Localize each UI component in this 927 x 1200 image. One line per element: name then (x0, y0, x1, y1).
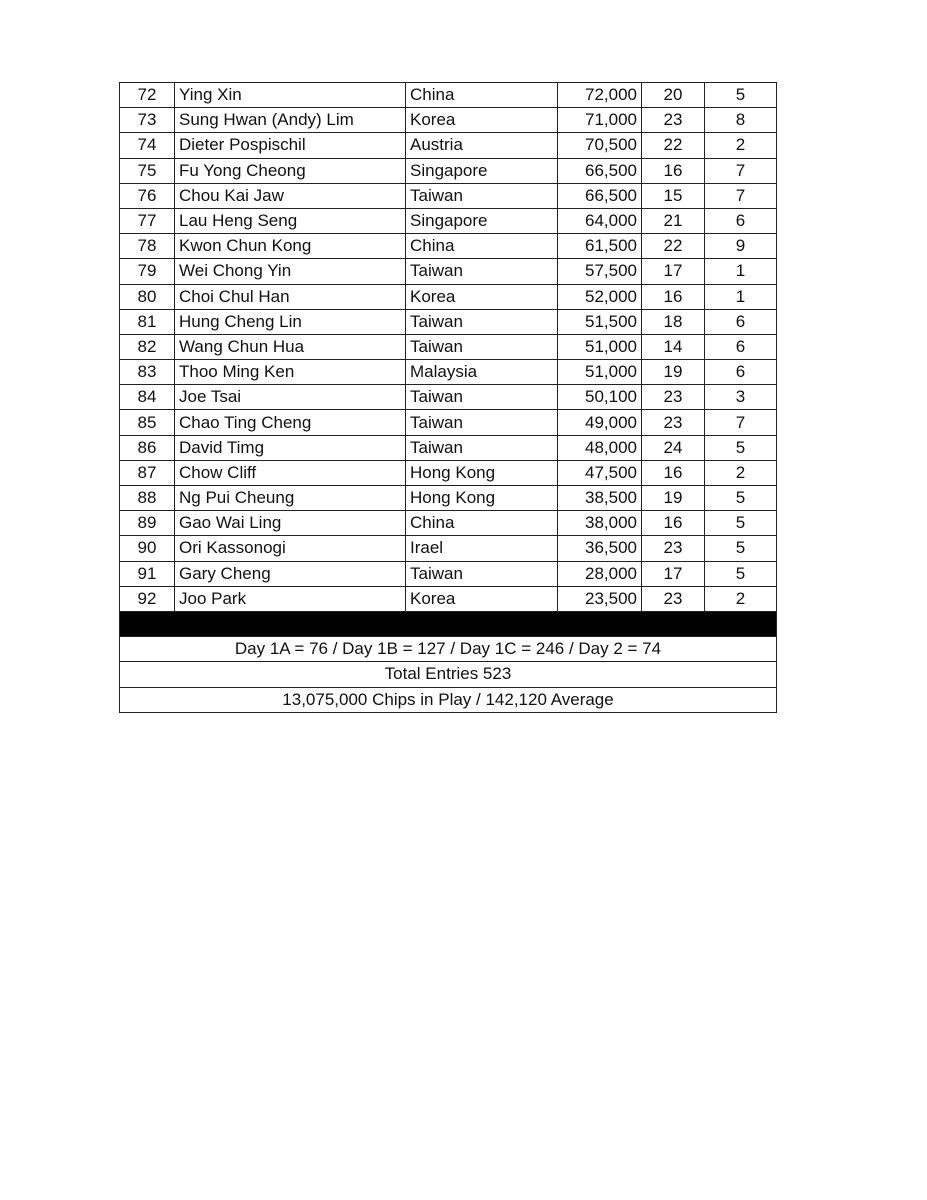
seat-number-cell: 2 (705, 133, 777, 158)
chip-count-cell: 36,500 (558, 536, 642, 561)
rank-cell: 73 (120, 108, 175, 133)
table-number-cell: 14 (642, 334, 705, 359)
rank-cell: 74 (120, 133, 175, 158)
chip-count-cell: 64,000 (558, 208, 642, 233)
chip-count-cell: 50,100 (558, 385, 642, 410)
seat-number-cell: 5 (705, 561, 777, 586)
chip-count-cell: 61,500 (558, 234, 642, 259)
seat-number-cell: 2 (705, 460, 777, 485)
country-cell: China (406, 83, 558, 108)
chip-count-cell: 72,000 (558, 83, 642, 108)
rank-cell: 81 (120, 309, 175, 334)
player-name-cell: Sung Hwan (Andy) Lim (175, 108, 406, 133)
player-name-cell: Ying Xin (175, 83, 406, 108)
table-number-cell: 16 (642, 158, 705, 183)
rank-cell: 86 (120, 435, 175, 460)
player-name-cell: Chou Kai Jaw (175, 183, 406, 208)
chip-count-cell: 47,500 (558, 460, 642, 485)
player-name-cell: Lau Heng Seng (175, 208, 406, 233)
country-cell: Austria (406, 133, 558, 158)
chip-count-cell: 66,500 (558, 183, 642, 208)
player-name-cell: Fu Yong Cheong (175, 158, 406, 183)
player-name-cell: Wei Chong Yin (175, 259, 406, 284)
player-name-cell: Wang Chun Hua (175, 334, 406, 359)
seat-number-cell: 1 (705, 284, 777, 309)
rank-cell: 90 (120, 536, 175, 561)
table-row (120, 183, 777, 208)
table-number-cell: 17 (642, 561, 705, 586)
chip-count-cell: 51,000 (558, 334, 642, 359)
chip-count-table (119, 82, 777, 713)
table-number-cell: 22 (642, 133, 705, 158)
seat-number-cell: 6 (705, 309, 777, 334)
table-number-cell: 19 (642, 486, 705, 511)
seat-number-cell: 5 (705, 435, 777, 460)
country-cell: Taiwan (406, 309, 558, 334)
table-number-cell: 17 (642, 259, 705, 284)
rank-cell: 84 (120, 385, 175, 410)
table-row (120, 435, 777, 460)
summary-row-chips (120, 687, 777, 712)
chip-count-cell: 51,500 (558, 309, 642, 334)
player-name-cell: Ng Pui Cheung (175, 486, 406, 511)
seat-number-cell: 5 (705, 511, 777, 536)
player-name-cell: Joo Park (175, 586, 406, 611)
rank-cell: 80 (120, 284, 175, 309)
player-name-cell: Ori Kassonogi (175, 536, 406, 561)
country-cell: Malaysia (406, 360, 558, 385)
chip-count-cell: 66,500 (558, 158, 642, 183)
seat-number-cell: 7 (705, 183, 777, 208)
country-cell: Singapore (406, 158, 558, 183)
chip-count-cell: 57,500 (558, 259, 642, 284)
rank-cell: 77 (120, 208, 175, 233)
rank-cell: 76 (120, 183, 175, 208)
table-row (120, 561, 777, 586)
chip-count-rows (120, 83, 777, 612)
player-name-cell: Gao Wai Ling (175, 511, 406, 536)
country-cell: Taiwan (406, 435, 558, 460)
seat-number-cell: 2 (705, 586, 777, 611)
table-number-cell: 18 (642, 309, 705, 334)
black-divider-bar (120, 611, 777, 636)
table-row (120, 511, 777, 536)
player-name-cell: Chow Cliff (175, 460, 406, 485)
summary-section (120, 611, 777, 712)
table-number-cell: 24 (642, 435, 705, 460)
player-name-cell: Joe Tsai (175, 385, 406, 410)
table-row (120, 309, 777, 334)
country-cell: Korea (406, 586, 558, 611)
table-row (120, 536, 777, 561)
divider-cell (120, 611, 777, 636)
seat-number-cell: 5 (705, 536, 777, 561)
table-row (120, 133, 777, 158)
table-number-cell: 19 (642, 360, 705, 385)
rank-cell: 89 (120, 511, 175, 536)
table-number-cell: 22 (642, 234, 705, 259)
country-cell: Korea (406, 108, 558, 133)
table-row (120, 360, 777, 385)
country-cell: Taiwan (406, 183, 558, 208)
chip-count-cell: 48,000 (558, 435, 642, 460)
table-row (120, 385, 777, 410)
seat-number-cell: 1 (705, 259, 777, 284)
player-name-cell: Chao Ting Cheng (175, 410, 406, 435)
table-number-cell: 23 (642, 385, 705, 410)
table-row (120, 158, 777, 183)
seat-number-cell: 5 (705, 83, 777, 108)
player-name-cell: Dieter Pospischil (175, 133, 406, 158)
day-entries-text: Day 1A = 76 / Day 1B = 127 / Day 1C = 246 / Day 2 = 74 (120, 637, 777, 662)
player-name-cell: Hung Cheng Lin (175, 309, 406, 334)
rank-cell: 92 (120, 586, 175, 611)
table-row (120, 83, 777, 108)
rank-cell: 87 (120, 460, 175, 485)
table-number-cell: 16 (642, 511, 705, 536)
table-number-cell: 23 (642, 536, 705, 561)
chip-count-cell: 28,000 (558, 561, 642, 586)
player-name-cell: Choi Chul Han (175, 284, 406, 309)
player-name-cell: Gary Cheng (175, 561, 406, 586)
seat-number-cell: 7 (705, 410, 777, 435)
table-row (120, 586, 777, 611)
chip-count-cell: 23,500 (558, 586, 642, 611)
country-cell: Taiwan (406, 410, 558, 435)
seat-number-cell: 6 (705, 334, 777, 359)
country-cell: Taiwan (406, 259, 558, 284)
player-name-cell: Kwon Chun Kong (175, 234, 406, 259)
country-cell: Taiwan (406, 334, 558, 359)
chip-count-cell: 52,000 (558, 284, 642, 309)
seat-number-cell: 9 (705, 234, 777, 259)
table-number-cell: 20 (642, 83, 705, 108)
chip-count-cell: 71,000 (558, 108, 642, 133)
table-number-cell: 16 (642, 284, 705, 309)
country-cell: Hong Kong (406, 460, 558, 485)
rank-cell: 91 (120, 561, 175, 586)
seat-number-cell: 6 (705, 208, 777, 233)
country-cell: Irael (406, 536, 558, 561)
country-cell: China (406, 234, 558, 259)
rank-cell: 75 (120, 158, 175, 183)
chip-count-cell: 70,500 (558, 133, 642, 158)
player-name-cell: Thoo Ming Ken (175, 360, 406, 385)
table-number-cell: 23 (642, 108, 705, 133)
seat-number-cell: 8 (705, 108, 777, 133)
table-row (120, 208, 777, 233)
country-cell: Hong Kong (406, 486, 558, 511)
table-row (120, 334, 777, 359)
total-entries-text: Total Entries 523 (120, 662, 777, 687)
rank-cell: 79 (120, 259, 175, 284)
chip-count-cell: 49,000 (558, 410, 642, 435)
rank-cell: 72 (120, 83, 175, 108)
table-row (120, 234, 777, 259)
table-row (120, 460, 777, 485)
table-number-cell: 16 (642, 460, 705, 485)
table-row (120, 486, 777, 511)
seat-number-cell: 6 (705, 360, 777, 385)
rank-cell: 85 (120, 410, 175, 435)
table-row (120, 410, 777, 435)
rank-cell: 82 (120, 334, 175, 359)
table-row (120, 259, 777, 284)
country-cell: Singapore (406, 208, 558, 233)
table-row (120, 284, 777, 309)
seat-number-cell: 3 (705, 385, 777, 410)
summary-row-days (120, 637, 777, 662)
chip-count-cell: 38,500 (558, 486, 642, 511)
chips-in-play-text: 13,075,000 Chips in Play / 142,120 Average (120, 687, 777, 712)
rank-cell: 78 (120, 234, 175, 259)
table-number-cell: 23 (642, 410, 705, 435)
table-row (120, 108, 777, 133)
chip-count-cell: 51,000 (558, 360, 642, 385)
rank-cell: 88 (120, 486, 175, 511)
country-cell: Taiwan (406, 561, 558, 586)
table-number-cell: 21 (642, 208, 705, 233)
seat-number-cell: 7 (705, 158, 777, 183)
chip-count-cell: 38,000 (558, 511, 642, 536)
country-cell: Taiwan (406, 385, 558, 410)
country-cell: China (406, 511, 558, 536)
table-number-cell: 23 (642, 586, 705, 611)
table-number-cell: 15 (642, 183, 705, 208)
player-name-cell: David Timg (175, 435, 406, 460)
country-cell: Korea (406, 284, 558, 309)
seat-number-cell: 5 (705, 486, 777, 511)
rank-cell: 83 (120, 360, 175, 385)
summary-row-total (120, 662, 777, 687)
